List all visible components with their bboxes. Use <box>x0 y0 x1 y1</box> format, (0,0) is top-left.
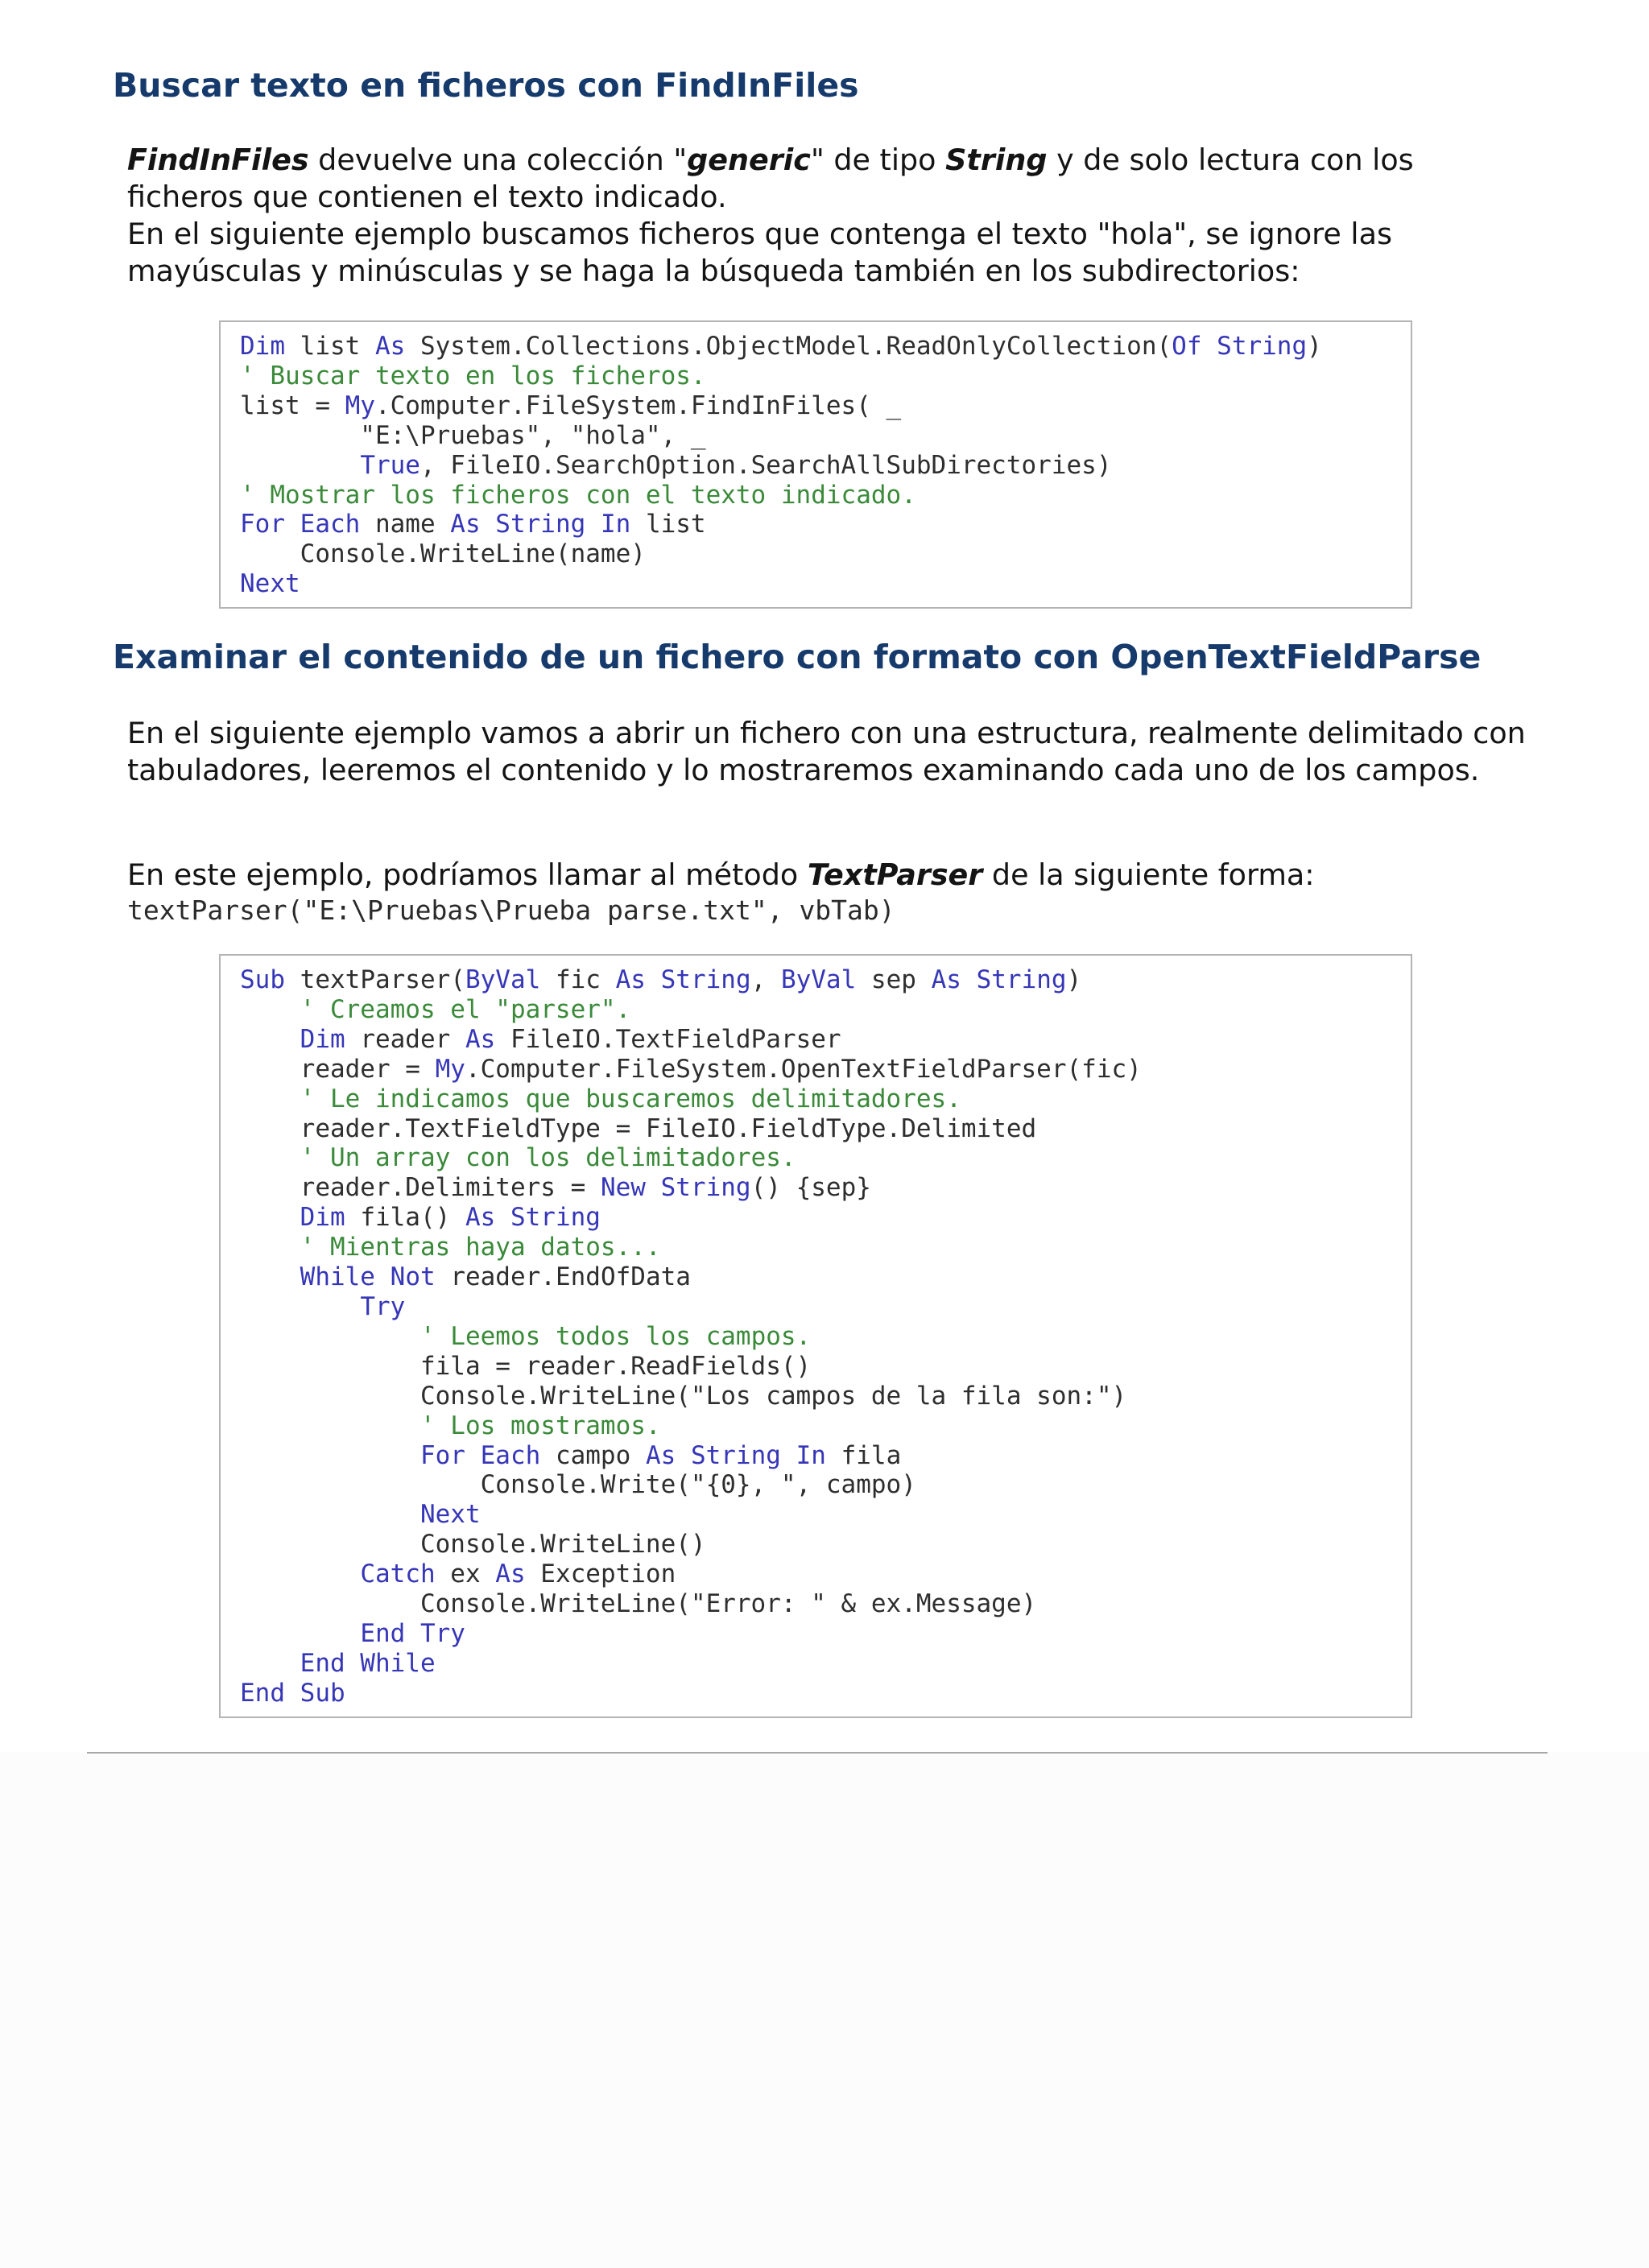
code-text <box>240 1143 300 1172</box>
code-text: "E:\Pruebas", "hola", _ <box>240 420 706 450</box>
code-line <box>240 1322 811 1351</box>
code-text: .Computer.FileSystem.FindInFiles( _ <box>374 390 902 420</box>
code-text: reader.Delimiters = <box>240 1173 601 1203</box>
code-text: fila() <box>345 1203 465 1233</box>
code-keyword: Dim <box>240 332 285 361</box>
code-text <box>240 1084 300 1113</box>
code-text <box>240 1649 300 1678</box>
code-line <box>240 965 1081 994</box>
code-text <box>240 1233 300 1262</box>
section1-example-sentence: En el siguiente ejemplo buscamos ficheros que contenga el texto "hola", se ignore las mayúsculas y minúsculas y se haga la búsqueda también en los subdirectorios: <box>127 217 1392 288</box>
code-keyword: ByVal <box>780 965 857 994</box>
code-text: list <box>285 332 375 361</box>
code-keyword: New <box>600 1173 646 1203</box>
code-line <box>240 391 901 420</box>
code-text: fila <box>825 1440 902 1470</box>
code-text: list = <box>240 390 345 420</box>
code-keyword: String <box>660 1173 751 1203</box>
term-generic: generic <box>687 143 811 177</box>
para2-text-1: En este ejemplo, podríamos llamar al método <box>127 857 808 892</box>
code-keyword: End While <box>300 1648 436 1678</box>
code-text <box>646 965 661 994</box>
code-line <box>240 1441 901 1470</box>
code-text: reader <box>345 1024 465 1054</box>
section2-paragraph-1: En el siguiente ejemplo vamos a abrir un fichero con una estructura, realmente delimitado con tabuladores, leeremos el contenido y lo mostraremos examinando cada uno de los campos. <box>127 716 1526 787</box>
code-line <box>240 421 706 450</box>
code-keyword: ByVal <box>465 965 541 994</box>
section2-code-block <box>219 954 1412 1718</box>
code-text: ) <box>1307 332 1322 361</box>
code-text <box>240 1025 300 1054</box>
code-text: ex <box>435 1560 496 1589</box>
code-comment: ' Le indicamos que buscaremos delimitadores. <box>300 1084 961 1113</box>
code-text: reader.EndOfData <box>435 1262 691 1292</box>
code-line <box>240 1500 481 1529</box>
code-line <box>240 1233 661 1262</box>
code-line <box>240 1203 601 1232</box>
code-text: ) <box>1066 965 1082 994</box>
code-keyword: As <box>615 965 646 994</box>
code-text: fic <box>540 965 616 994</box>
code-text <box>1201 332 1217 361</box>
code-keyword: My <box>435 1054 465 1084</box>
code-line <box>240 1619 465 1648</box>
code-text <box>240 1322 420 1351</box>
code-line <box>240 1084 961 1113</box>
code-keyword: As <box>645 1440 676 1470</box>
code-text <box>240 1411 420 1440</box>
code-line <box>240 1292 405 1321</box>
code-text: () {sep} <box>750 1173 871 1203</box>
code-text: list <box>630 510 706 539</box>
code-line <box>240 481 916 510</box>
code-text <box>585 510 601 539</box>
code-line <box>240 1262 691 1291</box>
code-comment: ' Buscar texto en los ficheros. <box>240 361 706 390</box>
intro-text-1: devuelve una colección " <box>308 143 688 177</box>
intro-text-3: y de solo lectura con los ficheros que contienen el texto indicado. <box>127 143 1414 214</box>
code-comment: ' Creamos el "parser". <box>300 994 631 1024</box>
code-text <box>240 1292 360 1321</box>
code-keyword: End Try <box>360 1618 465 1648</box>
code-text: reader = <box>240 1054 436 1084</box>
code-text: Console.WriteLine(name) <box>240 539 646 569</box>
code-line <box>240 1382 1126 1411</box>
code-text: reader.TextFieldType = FileIO.FieldType.Delimited <box>240 1113 1037 1143</box>
code-text: Console.WriteLine("Error: " & ex.Message) <box>240 1589 1037 1619</box>
code-comment: ' Mientras haya datos... <box>300 1233 661 1262</box>
code-keyword: As <box>450 510 481 539</box>
code-text <box>676 1441 691 1470</box>
code-text: campo <box>540 1440 646 1470</box>
code-text: System.Collections.ObjectModel.ReadOnlyCollection( <box>405 332 1172 361</box>
code-text <box>240 1203 300 1232</box>
code-line <box>240 1025 841 1054</box>
code-keyword: As <box>931 965 961 994</box>
code-keyword: True <box>360 450 420 480</box>
section2-code <box>240 965 1142 1708</box>
code-text <box>375 1262 391 1291</box>
code-text: textParser( <box>285 965 465 994</box>
code-text: , FileIO.SearchOption.SearchAllSubDirectories) <box>419 450 1112 480</box>
term-string: String <box>945 143 1048 177</box>
code-keyword: As <box>465 1024 496 1054</box>
code-line <box>240 1589 1036 1618</box>
code-line <box>240 1143 796 1172</box>
code-keyword: Catch <box>360 1560 436 1589</box>
section2-paragraph-2 <box>127 857 1528 894</box>
code-keyword: For Each <box>419 1440 541 1470</box>
code-line <box>240 1055 1142 1084</box>
code-keyword: String <box>510 1203 601 1233</box>
code-text: .Computer.FileSystem.OpenTextFieldParser(fic) <box>465 1054 1142 1084</box>
code-text <box>240 995 300 1024</box>
code-keyword: End Sub <box>240 1678 345 1708</box>
code-text: fila = reader.ReadFields() <box>240 1351 812 1381</box>
code-keyword: String <box>1217 332 1308 361</box>
code-line <box>240 1530 706 1559</box>
code-keyword: String <box>690 1440 781 1470</box>
code-keyword: Not <box>390 1262 436 1292</box>
code-comment: ' Leemos todos los campos. <box>419 1321 812 1351</box>
code-text <box>240 1560 360 1588</box>
code-text: name <box>360 510 451 539</box>
term-findinfiles: FindInFiles <box>127 143 309 177</box>
section1-heading: Buscar texto en ficheros con FindInFiles <box>113 66 859 105</box>
code-text: sep <box>856 965 932 994</box>
section1-code-block <box>219 320 1412 609</box>
code-text <box>481 510 496 539</box>
code-line <box>240 451 1112 480</box>
code-keyword: Try <box>360 1291 406 1321</box>
code-text: FileIO.TextFieldParser <box>495 1024 841 1054</box>
code-line <box>240 1649 436 1678</box>
section2-heading: Examinar el contenido de un fichero con formato con OpenTextFieldParse <box>113 638 1482 676</box>
code-line <box>240 1411 661 1440</box>
code-keyword: For Each <box>240 510 361 539</box>
code-line <box>240 510 706 539</box>
code-text: Console.Write("{0}, ", campo) <box>240 1470 916 1500</box>
call-example: textParser("E:\Pruebas\Prueba parse.txt", vbTab) <box>127 894 895 926</box>
code-text: Console.WriteLine("Los campos de la fila son:") <box>240 1381 1127 1411</box>
code-keyword: While <box>300 1262 375 1292</box>
code-line <box>240 1173 871 1202</box>
code-line <box>240 1470 916 1499</box>
code-text: , <box>750 965 781 994</box>
section1-code <box>240 332 1322 599</box>
code-line <box>240 539 646 568</box>
code-text: Exception <box>525 1560 676 1589</box>
code-text <box>240 1619 360 1648</box>
code-text <box>495 1203 510 1232</box>
code-line <box>240 1114 1036 1143</box>
code-text: Console.WriteLine() <box>240 1530 706 1560</box>
code-text <box>961 965 977 994</box>
code-keyword: Next <box>240 569 300 599</box>
code-text <box>240 1262 300 1291</box>
code-comment: ' Mostrar los ficheros con el texto indicado. <box>240 480 916 510</box>
code-line <box>240 361 706 390</box>
code-keyword: Next <box>419 1500 481 1530</box>
code-text <box>240 1500 420 1529</box>
code-keyword: Dim <box>300 1024 345 1054</box>
code-keyword: String <box>495 510 586 539</box>
code-keyword: Of <box>1172 332 1202 361</box>
code-keyword: As <box>495 1560 526 1589</box>
code-keyword: In <box>796 1440 826 1470</box>
intro-text-2: " de tipo <box>810 143 946 177</box>
code-line <box>240 995 630 1024</box>
code-line <box>240 332 1322 361</box>
code-text <box>781 1441 796 1470</box>
code-text <box>240 1441 420 1470</box>
bottom-divider <box>87 1752 1548 1754</box>
code-keyword: String <box>660 965 751 994</box>
code-text <box>240 451 360 480</box>
code-text <box>646 1173 661 1202</box>
code-line <box>240 569 300 598</box>
code-line <box>240 1560 676 1588</box>
section1-intro-paragraph <box>127 142 1528 290</box>
code-keyword: Dim <box>300 1203 345 1233</box>
code-line <box>240 1679 345 1708</box>
para2-text-2: de la siguiente forma: <box>982 857 1315 892</box>
code-line <box>240 1352 811 1381</box>
code-keyword: In <box>600 510 631 539</box>
term-textparser: TextParser <box>807 857 983 892</box>
code-keyword: As <box>374 332 406 361</box>
code-keyword: Sub <box>240 965 285 994</box>
code-keyword: My <box>345 390 375 420</box>
code-comment: ' Los mostramos. <box>419 1411 661 1440</box>
code-keyword: String <box>976 965 1067 994</box>
code-keyword: As <box>465 1203 496 1233</box>
code-comment: ' Un array con los delimitadores. <box>300 1143 796 1173</box>
